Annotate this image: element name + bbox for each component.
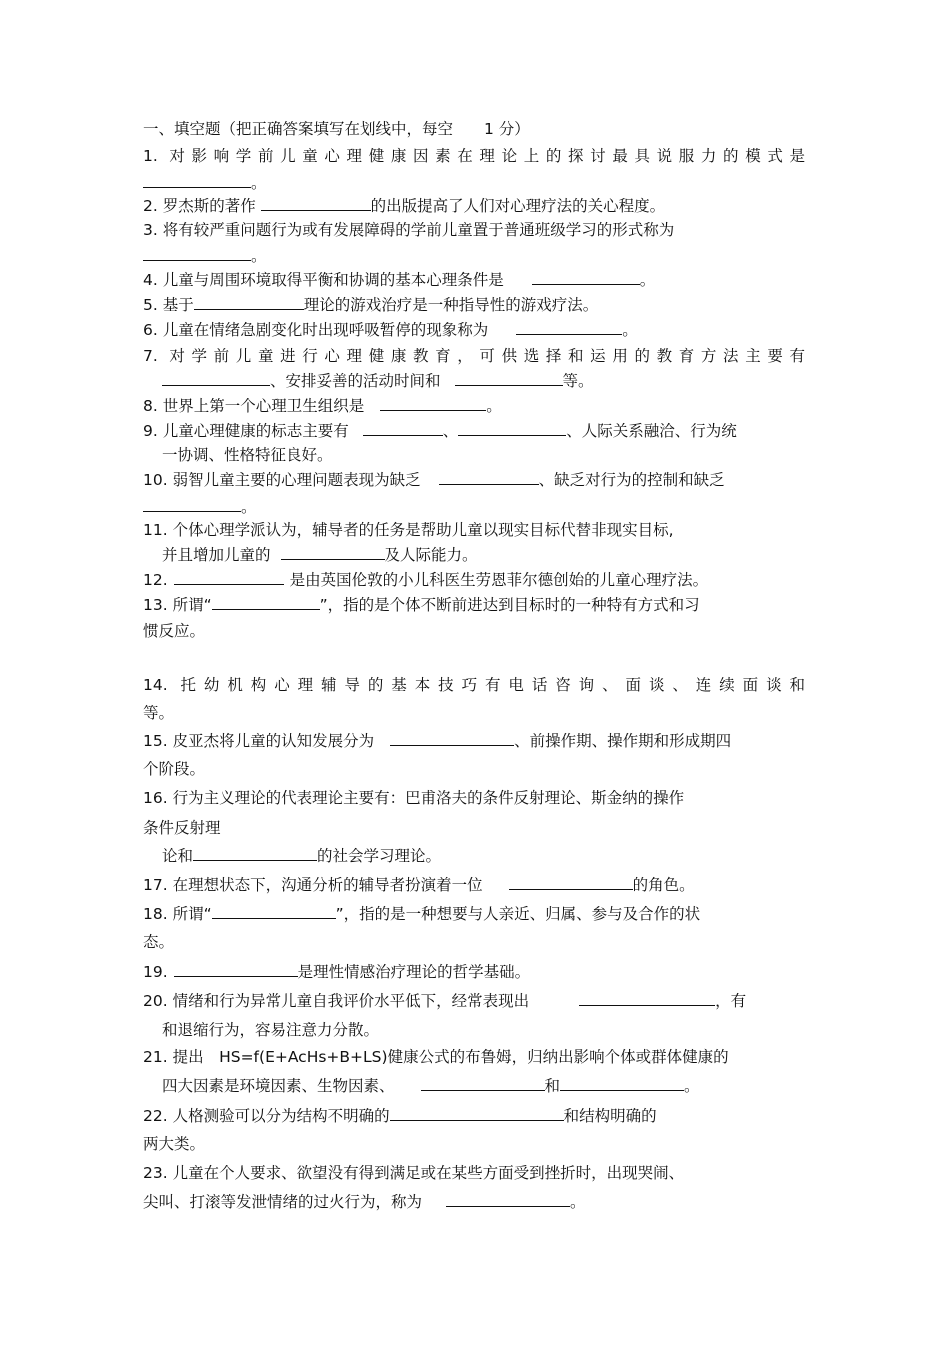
question-20-line2: 和退缩行为，容易注意力分散。 [162, 1021, 380, 1039]
question-6: 6. 儿童在情绪急剧变化时出现呼吸暂停的现象称为 。 [143, 321, 638, 339]
answer-blank[interactable] [193, 846, 317, 861]
question-14-line2: 等。 [143, 704, 175, 722]
question-11-line1: 11. 个体心理学派认为，辅导者的任务是帮助儿童以现实目标代替非现实目标, [143, 521, 674, 539]
question-15-line1: 15. 皮亚杰将儿童的认知发展分为 、前操作期、操作期和形成期四 [143, 732, 732, 750]
answer-blank[interactable] [143, 246, 251, 261]
question-2: 2. 罗杰斯的著作 的出版提高了人们对心理疗法的关心程度。 [143, 197, 666, 215]
question-16-line1: 16. 行为主义理论的代表理论主要有：巴甫洛夫的条件反射理论、斯金纳的操作 [143, 789, 685, 807]
answer-blank[interactable] [455, 371, 563, 386]
question-23-line2: 尖叫、打滚等发泄情绪的过火行为，称为 。 [143, 1193, 586, 1211]
answer-blank[interactable] [579, 991, 715, 1006]
question-7-line2: 、安排妥善的活动时间和 等。 [162, 371, 594, 391]
answer-blank[interactable] [458, 421, 566, 436]
question-1-line1: 1. 对影响学前儿童心理健康因素在理论上的探讨最具说服力的模式是 [143, 147, 805, 165]
question-21-line2: 四大因素是环境因素、生物因素、 和 。 [162, 1077, 700, 1095]
question-5: 5. 基于 理论的游戏治疗是一种指导性的游戏疗法。 [143, 296, 599, 314]
answer-blank[interactable] [281, 545, 385, 560]
question-15-line2: 个阶段。 [143, 760, 206, 778]
question-12: 12. 是由英国伦敦的小儿科医生劳恩菲尔德创始的儿童心理疗法。 [143, 571, 709, 589]
answer-blank[interactable] [212, 595, 320, 610]
question-19: 19. 是理性情感治疗理论的哲学基础。 [143, 963, 531, 981]
answer-blank[interactable] [261, 196, 371, 211]
question-3-line2: 。 [143, 246, 267, 266]
question-3-line1: 3. 将有较严重问题行为或有发展障碍的学前儿童置于普通班级学习的形式称为 [143, 221, 675, 239]
question-23-line1: 23. 儿童在个人要求、欲望没有得到满足或在某些方面受到挫折时，出现哭闹、 [143, 1164, 685, 1182]
section-title: 一、填空题（把正确答案填写在划线中，每空 1 分） [143, 120, 530, 138]
question-8: 8. 世界上第一个心理卫生组织是 。 [143, 397, 502, 415]
question-4: 4. 儿童与周围环境取得平衡和协调的基本心理条件是 。 [143, 271, 656, 289]
question-9-line1: 9. 儿童心理健康的标志主要有 、 、人际关系融洽、行为统 [143, 422, 737, 440]
question-17: 17. 在理想状态下，沟通分析的辅导者扮演着一位 的角色。 [143, 876, 695, 894]
question-18-line2: 态。 [143, 933, 175, 951]
answer-blank[interactable] [143, 497, 241, 512]
question-7-line1: 7. 对学前儿童进行心理健康教育，可供选择和运用的教育方法主要有 [143, 347, 805, 365]
answer-blank[interactable] [390, 731, 514, 746]
question-11-line2: 并且增加儿童的 及人际能力。 [162, 546, 478, 564]
answer-blank[interactable] [421, 1076, 545, 1091]
answer-blank[interactable] [363, 421, 443, 436]
question-13-line1: 13. 所谓“ ”，指的是个体不断前进达到目标时的一种特有方式和习 [143, 596, 700, 614]
answer-blank[interactable] [532, 270, 640, 285]
answer-blank[interactable] [194, 295, 304, 310]
answer-blank[interactable] [390, 1106, 564, 1121]
answer-blank[interactable] [439, 470, 539, 485]
question-21-line1: 21. 提出 HS=f(E+AcHs+B+LS)健康公式的布鲁姆，归纳出影响个体或群体健康的 [143, 1048, 729, 1066]
answer-blank[interactable] [516, 320, 622, 335]
question-9-line2: 一协调、性格特征良好。 [162, 446, 333, 464]
answer-blank[interactable] [174, 962, 298, 977]
answer-blank[interactable] [446, 1192, 570, 1207]
question-22-line2: 两大类。 [143, 1135, 206, 1153]
question-10-line1: 10. 弱智儿童主要的心理问题表现为缺乏 、缺乏对行为的控制和缺乏 [143, 471, 725, 489]
question-13-line2: 惯反应。 [143, 622, 206, 640]
question-18-line1: 18. 所谓“ ”，指的是一种想要与人亲近、归属、参与及合作的状 [143, 905, 701, 923]
question-16-line3: 论和 的社会学习理论。 [162, 847, 442, 865]
question-22-line1: 22. 人格测验可以分为结构不明确的 和结构明确的 [143, 1107, 657, 1125]
answer-blank[interactable] [509, 875, 633, 890]
question-10-line2: 。 [143, 497, 257, 517]
answer-blank[interactable] [560, 1076, 684, 1091]
answer-blank[interactable] [174, 570, 284, 585]
question-14-line1: 14. 托幼机构心理辅导的基本技巧有电话咨询、面谈、连续面谈和 [143, 676, 805, 694]
answer-blank[interactable] [162, 371, 270, 386]
answer-blank[interactable] [380, 396, 486, 411]
question-20-line1: 20. 情绪和行为异常儿童自我评价水平低下，经常表现出 ，有 [143, 992, 747, 1010]
answer-blank[interactable] [212, 904, 336, 919]
question-1-line2: 。 [143, 173, 267, 193]
answer-blank[interactable] [143, 173, 251, 188]
question-16-line2: 条件反射理 [143, 819, 221, 837]
